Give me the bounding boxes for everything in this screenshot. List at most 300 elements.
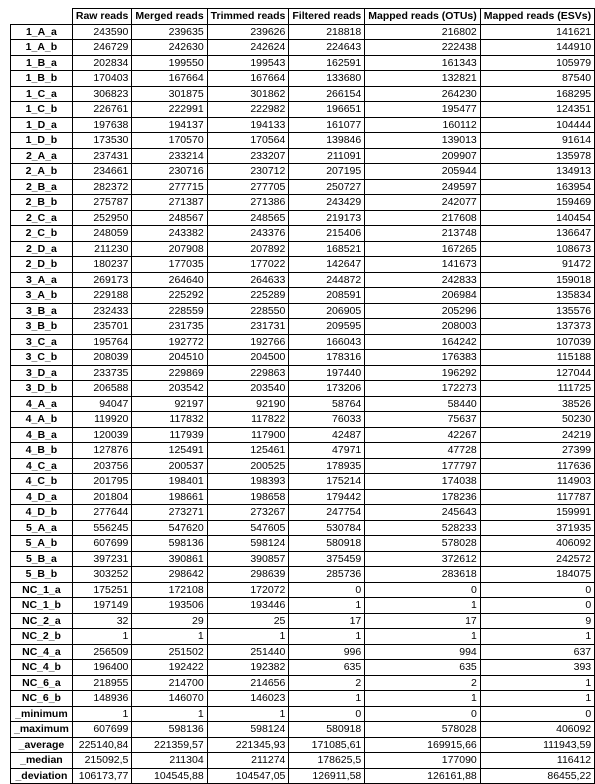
merged-reads-cell: 390861 xyxy=(132,551,207,567)
merged-reads-cell: 29 xyxy=(132,613,207,629)
sample-label: 2_A_a xyxy=(11,148,73,164)
filtered-reads-cell: 47971 xyxy=(289,443,365,459)
table-row xyxy=(11,40,595,56)
table-row xyxy=(11,660,595,676)
table-row xyxy=(11,148,595,164)
mapped-esvs-cell: 1 xyxy=(480,691,594,707)
trimmed-reads-cell: 117900 xyxy=(207,427,289,443)
filtered-reads-cell: 208591 xyxy=(289,288,365,304)
filtered-reads-cell: 161077 xyxy=(289,117,365,133)
trimmed-reads-cell: 230712 xyxy=(207,164,289,180)
mapped-esvs-cell: 0 xyxy=(480,706,594,722)
mapped-esvs-cell: 124351 xyxy=(480,102,594,118)
mapped-otus-cell: 217608 xyxy=(365,210,481,226)
mapped-otus-cell: 635 xyxy=(365,660,481,676)
trimmed-reads-cell: 390857 xyxy=(207,551,289,567)
sample-label: 2_D_b xyxy=(11,257,73,273)
table-row xyxy=(11,598,595,614)
raw-reads-cell: 32 xyxy=(72,613,132,629)
merged-reads-cell: 231735 xyxy=(132,319,207,335)
table-row xyxy=(11,226,595,242)
mapped-otus-cell: 132821 xyxy=(365,71,481,87)
mapped-esvs-cell: 637 xyxy=(480,644,594,660)
mapped-otus-cell: 283618 xyxy=(365,567,481,583)
sample-label: 4_D_b xyxy=(11,505,73,521)
merged-reads-cell: 194137 xyxy=(132,117,207,133)
trimmed-reads-cell: 225289 xyxy=(207,288,289,304)
table-row xyxy=(11,133,595,149)
raw-reads-cell: 607699 xyxy=(72,536,132,552)
mapped-otus-cell: 47728 xyxy=(365,443,481,459)
sample-label: 4_D_a xyxy=(11,489,73,505)
sample-label: 1_B_a xyxy=(11,55,73,71)
table-row xyxy=(11,536,595,552)
raw-reads-cell: 235701 xyxy=(72,319,132,335)
mapped-esvs-cell: 24219 xyxy=(480,427,594,443)
table-row xyxy=(11,365,595,381)
mapped-otus-cell: 372612 xyxy=(365,551,481,567)
mapped-esvs-cell: 393 xyxy=(480,660,594,676)
sample-label: NC_4_a xyxy=(11,644,73,660)
trimmed-reads-cell: 248565 xyxy=(207,210,289,226)
mapped-esvs-cell: 134913 xyxy=(480,164,594,180)
filtered-reads-cell: 162591 xyxy=(289,55,365,71)
raw-reads-cell: 201804 xyxy=(72,489,132,505)
filtered-reads-cell: 530784 xyxy=(289,520,365,536)
mapped-otus-cell: 216802 xyxy=(365,24,481,40)
filtered-reads-cell: 139846 xyxy=(289,133,365,149)
raw-reads-cell: 94047 xyxy=(72,396,132,412)
mapped-esvs-cell: 159018 xyxy=(480,272,594,288)
mapped-esvs-cell: 1 xyxy=(480,675,594,691)
sample-label: 4_B_a xyxy=(11,427,73,443)
merged-reads-cell: 199550 xyxy=(132,55,207,71)
trimmed-reads-cell: 207892 xyxy=(207,241,289,257)
filtered-reads-cell: 197440 xyxy=(289,365,365,381)
mapped-otus-cell: 206984 xyxy=(365,288,481,304)
sample-label: 2_B_a xyxy=(11,179,73,195)
merged-reads-cell: 273271 xyxy=(132,505,207,521)
column-header-trimmed-reads: Trimmed reads xyxy=(207,9,289,25)
filtered-reads-cell: 243429 xyxy=(289,195,365,211)
raw-reads-cell: 218955 xyxy=(72,675,132,691)
filtered-reads-cell: 244872 xyxy=(289,272,365,288)
trimmed-reads-cell: 192766 xyxy=(207,334,289,350)
table-row xyxy=(11,520,595,536)
raw-reads-cell: 275787 xyxy=(72,195,132,211)
trimmed-reads-cell: 598124 xyxy=(207,722,289,738)
filtered-reads-cell: 215406 xyxy=(289,226,365,242)
trimmed-reads-cell: 170564 xyxy=(207,133,289,149)
sample-label: 3_A_b xyxy=(11,288,73,304)
filtered-reads-cell: 218818 xyxy=(289,24,365,40)
trimmed-reads-cell: 271386 xyxy=(207,195,289,211)
filtered-reads-cell: 42487 xyxy=(289,427,365,443)
sample-label: 4_A_b xyxy=(11,412,73,428)
mapped-otus-cell: 178236 xyxy=(365,489,481,505)
sample-label: 3_D_a xyxy=(11,365,73,381)
mapped-otus-cell: 141673 xyxy=(365,257,481,273)
trimmed-reads-cell: 277705 xyxy=(207,179,289,195)
mapped-esvs-cell: 168295 xyxy=(480,86,594,102)
table-row xyxy=(11,474,595,490)
filtered-reads-cell: 196651 xyxy=(289,102,365,118)
raw-reads-cell: 106173,77 xyxy=(72,768,132,784)
mapped-esvs-cell: 135978 xyxy=(480,148,594,164)
trimmed-reads-cell: 204500 xyxy=(207,350,289,366)
mapped-esvs-cell: 115188 xyxy=(480,350,594,366)
mapped-otus-cell: 222438 xyxy=(365,40,481,56)
sample-label: 1_D_a xyxy=(11,117,73,133)
merged-reads-cell: 242630 xyxy=(132,40,207,56)
sample-label: 2_D_a xyxy=(11,241,73,257)
mapped-esvs-cell: 0 xyxy=(480,598,594,614)
raw-reads-cell: 229188 xyxy=(72,288,132,304)
trimmed-reads-cell: 598124 xyxy=(207,536,289,552)
filtered-reads-cell: 250727 xyxy=(289,179,365,195)
mapped-otus-cell: 205944 xyxy=(365,164,481,180)
merged-reads-cell: 203542 xyxy=(132,381,207,397)
mapped-otus-cell: 161343 xyxy=(365,55,481,71)
table-row xyxy=(11,443,595,459)
mapped-otus-cell: 994 xyxy=(365,644,481,660)
mapped-otus-cell: 213748 xyxy=(365,226,481,242)
trimmed-reads-cell: 1 xyxy=(207,629,289,645)
raw-reads-cell: 233735 xyxy=(72,365,132,381)
column-header-filtered-reads: Filtered reads xyxy=(289,9,365,25)
raw-reads-cell: 119920 xyxy=(72,412,132,428)
mapped-esvs-cell: 117636 xyxy=(480,458,594,474)
mapped-otus-cell: 2 xyxy=(365,675,481,691)
mapped-otus-cell: 196292 xyxy=(365,365,481,381)
filtered-reads-cell: 996 xyxy=(289,644,365,660)
filtered-reads-cell: 0 xyxy=(289,582,365,598)
filtered-reads-cell: 580918 xyxy=(289,536,365,552)
sample-label: 3_A_a xyxy=(11,272,73,288)
trimmed-reads-cell: 273267 xyxy=(207,505,289,521)
trimmed-reads-cell: 146023 xyxy=(207,691,289,707)
mapped-esvs-cell: 144910 xyxy=(480,40,594,56)
raw-reads-cell: 180237 xyxy=(72,257,132,273)
column-header-raw-reads: Raw reads xyxy=(72,9,132,25)
merged-reads-cell: 200537 xyxy=(132,458,207,474)
mapped-esvs-cell: 111943,59 xyxy=(480,737,594,753)
raw-reads-cell: 1 xyxy=(72,629,132,645)
mapped-otus-cell: 42267 xyxy=(365,427,481,443)
table-row xyxy=(11,582,595,598)
sample-label: 4_C_a xyxy=(11,458,73,474)
merged-reads-cell: 547620 xyxy=(132,520,207,536)
mapped-esvs-cell: 116412 xyxy=(480,753,594,769)
mapped-otus-cell: 208003 xyxy=(365,319,481,335)
mapped-otus-cell: 58440 xyxy=(365,396,481,412)
mapped-esvs-cell: 114903 xyxy=(480,474,594,490)
raw-reads-cell: 282372 xyxy=(72,179,132,195)
table-row xyxy=(11,210,595,226)
mapped-otus-cell: 75637 xyxy=(365,412,481,428)
mapped-otus-cell: 242077 xyxy=(365,195,481,211)
sample-label: 3_D_b xyxy=(11,381,73,397)
mapped-esvs-cell: 87540 xyxy=(480,71,594,87)
mapped-otus-cell: 249597 xyxy=(365,179,481,195)
raw-reads-cell: 215092,5 xyxy=(72,753,132,769)
trimmed-reads-cell: 228550 xyxy=(207,303,289,319)
filtered-reads-cell: 211091 xyxy=(289,148,365,164)
sample-label: NC_6_a xyxy=(11,675,73,691)
merged-reads-cell: 221359,57 xyxy=(132,737,207,753)
filtered-reads-cell: 635 xyxy=(289,660,365,676)
mapped-esvs-cell: 108673 xyxy=(480,241,594,257)
trimmed-reads-cell: 251440 xyxy=(207,644,289,660)
mapped-otus-cell: 264230 xyxy=(365,86,481,102)
mapped-otus-cell: 578028 xyxy=(365,722,481,738)
table-row xyxy=(11,691,595,707)
merged-reads-cell: 192772 xyxy=(132,334,207,350)
filtered-reads-cell: 285736 xyxy=(289,567,365,583)
mapped-esvs-cell: 135834 xyxy=(480,288,594,304)
sample-label: 1_C_b xyxy=(11,102,73,118)
raw-reads-cell: 248059 xyxy=(72,226,132,242)
filtered-reads-cell: 0 xyxy=(289,706,365,722)
filtered-reads-cell: 2 xyxy=(289,675,365,691)
mapped-esvs-cell: 9 xyxy=(480,613,594,629)
merged-reads-cell: 271387 xyxy=(132,195,207,211)
raw-reads-cell: 202834 xyxy=(72,55,132,71)
trimmed-reads-cell: 298639 xyxy=(207,567,289,583)
raw-reads-cell: 1 xyxy=(72,706,132,722)
merged-reads-cell: 172108 xyxy=(132,582,207,598)
raw-reads-cell: 246729 xyxy=(72,40,132,56)
raw-reads-cell: 243590 xyxy=(72,24,132,40)
trimmed-reads-cell: 200525 xyxy=(207,458,289,474)
filtered-reads-cell: 17 xyxy=(289,613,365,629)
trimmed-reads-cell: 167664 xyxy=(207,71,289,87)
trimmed-reads-cell: 194133 xyxy=(207,117,289,133)
trimmed-reads-cell: 547605 xyxy=(207,520,289,536)
mapped-otus-cell: 139013 xyxy=(365,133,481,149)
sample-label: _minimum xyxy=(11,706,73,722)
merged-reads-cell: 170570 xyxy=(132,133,207,149)
mapped-esvs-cell: 127044 xyxy=(480,365,594,381)
sample-label: NC_1_b xyxy=(11,598,73,614)
raw-reads-cell: 120039 xyxy=(72,427,132,443)
mapped-esvs-cell: 27399 xyxy=(480,443,594,459)
table-row xyxy=(11,551,595,567)
mapped-esvs-cell: 0 xyxy=(480,582,594,598)
table-row xyxy=(11,319,595,335)
table-row xyxy=(11,179,595,195)
table-row xyxy=(11,71,595,87)
filtered-reads-cell: 209595 xyxy=(289,319,365,335)
table-row xyxy=(11,706,595,722)
raw-reads-cell: 237431 xyxy=(72,148,132,164)
sample-label: 3_B_a xyxy=(11,303,73,319)
sample-label: _deviation xyxy=(11,768,73,784)
trimmed-reads-cell: 233207 xyxy=(207,148,289,164)
filtered-reads-cell: 247754 xyxy=(289,505,365,521)
sample-label: NC_4_b xyxy=(11,660,73,676)
raw-reads-cell: 201795 xyxy=(72,474,132,490)
filtered-reads-cell: 168521 xyxy=(289,241,365,257)
table-row xyxy=(11,24,595,40)
merged-reads-cell: 125491 xyxy=(132,443,207,459)
mapped-otus-cell: 0 xyxy=(365,706,481,722)
mapped-otus-cell: 1 xyxy=(365,691,481,707)
merged-reads-cell: 117939 xyxy=(132,427,207,443)
merged-reads-cell: 222991 xyxy=(132,102,207,118)
merged-reads-cell: 204510 xyxy=(132,350,207,366)
merged-reads-cell: 598136 xyxy=(132,536,207,552)
sample-label: NC_2_a xyxy=(11,613,73,629)
table-row xyxy=(11,458,595,474)
sample-label: 2_C_b xyxy=(11,226,73,242)
mapped-otus-cell: 1 xyxy=(365,598,481,614)
filtered-reads-cell: 219173 xyxy=(289,210,365,226)
mapped-esvs-cell: 136647 xyxy=(480,226,594,242)
trimmed-reads-cell: 1 xyxy=(207,706,289,722)
raw-reads-cell: 203756 xyxy=(72,458,132,474)
table-row xyxy=(11,381,595,397)
mapped-esvs-cell: 86455,22 xyxy=(480,768,594,784)
trimmed-reads-cell: 199543 xyxy=(207,55,289,71)
mapped-esvs-cell: 104444 xyxy=(480,117,594,133)
raw-reads-cell: 127876 xyxy=(72,443,132,459)
filtered-reads-cell: 76033 xyxy=(289,412,365,428)
reads-table xyxy=(10,8,595,784)
table-row xyxy=(11,644,595,660)
table-row xyxy=(11,505,595,521)
raw-reads-cell: 208039 xyxy=(72,350,132,366)
column-header-merged-reads: Merged reads xyxy=(132,9,207,25)
filtered-reads-cell: 266154 xyxy=(289,86,365,102)
merged-reads-cell: 198401 xyxy=(132,474,207,490)
merged-reads-cell: 198661 xyxy=(132,489,207,505)
filtered-reads-cell: 58764 xyxy=(289,396,365,412)
mapped-otus-cell: 578028 xyxy=(365,536,481,552)
raw-reads-cell: 206588 xyxy=(72,381,132,397)
sample-label: 4_B_b xyxy=(11,443,73,459)
mapped-esvs-cell: 159991 xyxy=(480,505,594,521)
table-row xyxy=(11,613,595,629)
table-row xyxy=(11,753,595,769)
raw-reads-cell: 175251 xyxy=(72,582,132,598)
sample-label: NC_1_a xyxy=(11,582,73,598)
filtered-reads-cell: 206905 xyxy=(289,303,365,319)
table-row xyxy=(11,396,595,412)
filtered-reads-cell: 173206 xyxy=(289,381,365,397)
table-row xyxy=(11,489,595,505)
mapped-esvs-cell: 242572 xyxy=(480,551,594,567)
trimmed-reads-cell: 242624 xyxy=(207,40,289,56)
sample-label: 1_D_b xyxy=(11,133,73,149)
mapped-otus-cell: 160112 xyxy=(365,117,481,133)
mapped-esvs-cell: 137373 xyxy=(480,319,594,335)
merged-reads-cell: 229869 xyxy=(132,365,207,381)
mapped-otus-cell: 169915,66 xyxy=(365,737,481,753)
filtered-reads-cell: 1 xyxy=(289,691,365,707)
mapped-esvs-cell: 111725 xyxy=(480,381,594,397)
mapped-esvs-cell: 163954 xyxy=(480,179,594,195)
merged-reads-cell: 104545,88 xyxy=(132,768,207,784)
raw-reads-cell: 277644 xyxy=(72,505,132,521)
mapped-otus-cell: 528233 xyxy=(365,520,481,536)
mapped-otus-cell: 0 xyxy=(365,582,481,598)
merged-reads-cell: 233214 xyxy=(132,148,207,164)
sample-label: 2_A_b xyxy=(11,164,73,180)
merged-reads-cell: 225292 xyxy=(132,288,207,304)
sample-label: _average xyxy=(11,737,73,753)
merged-reads-cell: 177035 xyxy=(132,257,207,273)
sample-label: 1_C_a xyxy=(11,86,73,102)
trimmed-reads-cell: 301862 xyxy=(207,86,289,102)
table-row xyxy=(11,567,595,583)
filtered-reads-cell: 1 xyxy=(289,598,365,614)
merged-reads-cell: 243382 xyxy=(132,226,207,242)
mapped-otus-cell: 195477 xyxy=(365,102,481,118)
filtered-reads-cell: 207195 xyxy=(289,164,365,180)
mapped-esvs-cell: 184075 xyxy=(480,567,594,583)
mapped-esvs-cell: 50230 xyxy=(480,412,594,428)
table-row xyxy=(11,195,595,211)
mapped-esvs-cell: 1 xyxy=(480,629,594,645)
merged-reads-cell: 248567 xyxy=(132,210,207,226)
filtered-reads-cell: 175214 xyxy=(289,474,365,490)
merged-reads-cell: 230716 xyxy=(132,164,207,180)
mapped-otus-cell: 17 xyxy=(365,613,481,629)
trimmed-reads-cell: 203540 xyxy=(207,381,289,397)
raw-reads-cell: 256509 xyxy=(72,644,132,660)
sample-label: 3_B_b xyxy=(11,319,73,335)
trimmed-reads-cell: 229863 xyxy=(207,365,289,381)
merged-reads-cell: 211304 xyxy=(132,753,207,769)
column-header-mapped-esvs: Mapped reads (ESVs) xyxy=(480,9,594,25)
table-row xyxy=(11,722,595,738)
sample-label: 2_B_b xyxy=(11,195,73,211)
table-row xyxy=(11,675,595,691)
sample-label: _maximum xyxy=(11,722,73,738)
table-row xyxy=(11,350,595,366)
raw-reads-cell: 556245 xyxy=(72,520,132,536)
merged-reads-cell: 298642 xyxy=(132,567,207,583)
trimmed-reads-cell: 92190 xyxy=(207,396,289,412)
table-row xyxy=(11,117,595,133)
filtered-reads-cell: 179442 xyxy=(289,489,365,505)
merged-reads-cell: 239635 xyxy=(132,24,207,40)
merged-reads-cell: 193506 xyxy=(132,598,207,614)
table-row xyxy=(11,257,595,273)
raw-reads-cell: 211230 xyxy=(72,241,132,257)
merged-reads-cell: 277715 xyxy=(132,179,207,195)
raw-reads-cell: 306823 xyxy=(72,86,132,102)
merged-reads-cell: 264640 xyxy=(132,272,207,288)
table-row xyxy=(11,272,595,288)
mapped-otus-cell: 242833 xyxy=(365,272,481,288)
table-row xyxy=(11,303,595,319)
filtered-reads-cell: 142647 xyxy=(289,257,365,273)
table-row xyxy=(11,86,595,102)
mapped-esvs-cell: 406092 xyxy=(480,722,594,738)
sample-label: 4_A_a xyxy=(11,396,73,412)
merged-reads-cell: 207908 xyxy=(132,241,207,257)
table-row xyxy=(11,288,595,304)
table-row xyxy=(11,102,595,118)
table-row xyxy=(11,164,595,180)
mapped-otus-cell: 1 xyxy=(365,629,481,645)
mapped-esvs-cell: 117787 xyxy=(480,489,594,505)
mapped-otus-cell: 164242 xyxy=(365,334,481,350)
header-row xyxy=(11,9,595,25)
filtered-reads-cell: 166043 xyxy=(289,334,365,350)
